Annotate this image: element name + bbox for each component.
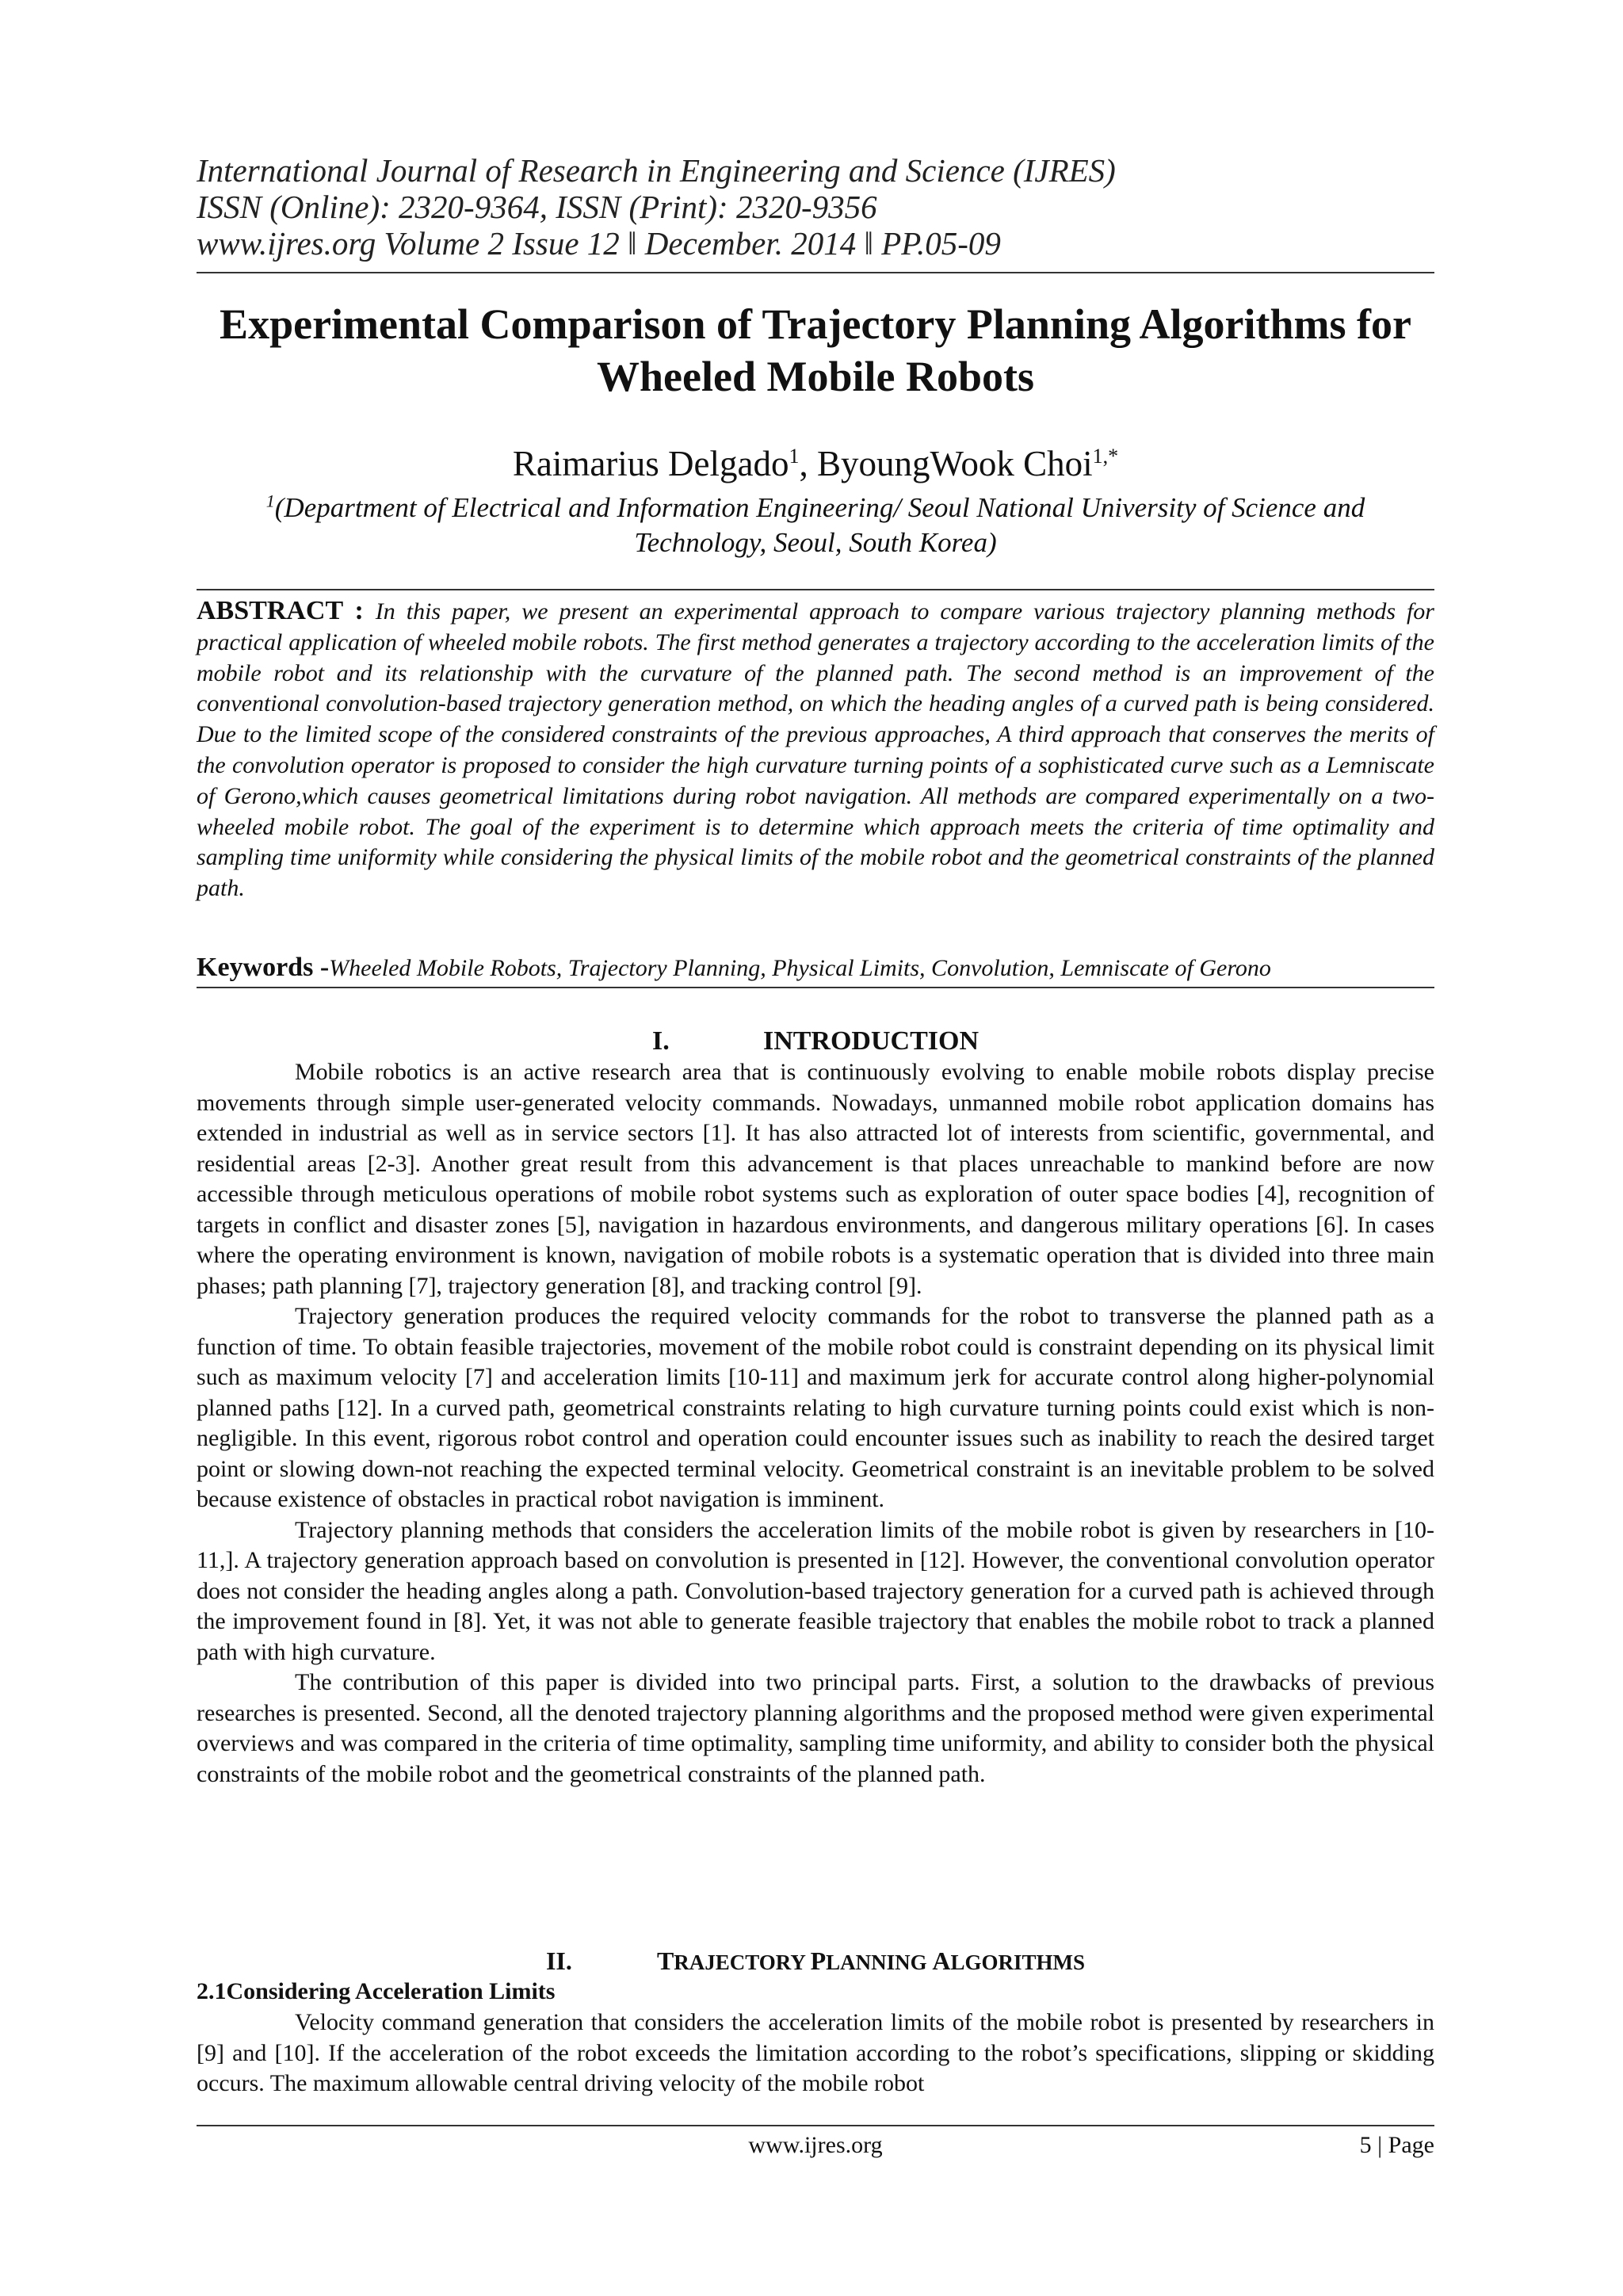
- keywords: [197, 952, 1434, 984]
- journal-volume: www.ijres.org Volume 2 Issue 12 ǁ December. 2014 ǁ PP.05-09: [197, 225, 1001, 262]
- paper-title-line-2: Wheeled Mobile Robots: [597, 353, 1034, 400]
- author-2-affiliation-mark: 1,*: [1092, 445, 1119, 468]
- abstract-top-rule: [197, 589, 1434, 590]
- paragraph: Mobile robotics is an active research area that is continuously evolving to enable mobile robots display precise movements through simple user-generated velocity commands. Nowadays, unmanned mobile robot application domains has extended in industrial as well as in service sectors [1]. It has also attracted lot of interests from scientific, governmental, and residential areas [2-3]. Another great result from this advancement is that places unreachable to mankind before are now accessible through meticulous operations of mobile robot systems such as exploration of outer space bodies [4], recognition of targets in conflict and disaster zones [5], navigation in hazardous environments, and dangerous military operations [6]. In cases where the operating environment is known, navigation of mobile robots is a systematic operation that is divided into three main phases; path planning [7], trajectory generation [8], and tracking control [9].: [197, 1059, 1434, 1299]
- abstract-label: ABSTRACT :: [197, 596, 376, 625]
- paragraph: Trajectory planning methods that considers the acceleration limits of the mobile robot is given by researchers in [10-11,]. A trajectory generation approach based on convolution is presented in [12]. However, the conventional convolution operator does not consider the heading angles along a path. Convolution-based trajectory generation for a curved path is achieved through the improvement found in [8]. Yet, it was not able to generate feasible trajectory that enables the mobile robot to track a planned path with high curvature.: [197, 1516, 1434, 1665]
- journal-issn: ISSN (Online): 2320-9364, ISSN (Print): 2320-9356: [197, 189, 877, 225]
- header-rule: [197, 272, 1434, 273]
- subsection-body: [197, 2008, 1434, 2099]
- section-title: INTRODUCTION: [762, 1026, 980, 1056]
- section-title: TRAJECTORY PLANNING ALGORITHMS: [656, 1946, 1086, 1975]
- keywords-label: Keywords -: [197, 953, 330, 982]
- section-heading-introduction: [197, 1026, 1434, 1057]
- author-2: ByoungWook Choi: [817, 444, 1093, 483]
- paragraph: Trajectory generation produces the required velocity commands for the robot to transverse the planned path as a function of time. To obtain feasible trajectories, movement of the mobile robot could is constraint depending on its physical limit such as maximum velocity [7] and acceleration limits [10-11] and maximum jerk for accurate control along higher-polynomial planned paths [12]. In a curved path, geometrical constraints relating to high curvature turning points could exist which is non- negligible. In this event, rigorous robot control and operation could encounter issues such as inability to reach the desired target point or slowing down-not reaching the expected terminal velocity. Geometrical constraint is an inevitable problem to be solved because existence of obstacles in practical robot navigation is imminent.: [197, 1303, 1434, 1512]
- paragraph: The contribution of this paper is divided into two principal parts. First, a solution to the drawbacks of previous researches is presented. Second, all the denoted trajectory planning algorithms and the proposed method were given experimental overviews and was compared in the criteria of time optimality, sampling time uniformity, and ability to consider both the physical constraints of the mobile robot and the geometrical constraints of the planned path.: [197, 1669, 1434, 1787]
- abstract: [197, 596, 1434, 904]
- introduction-body: [197, 1057, 1434, 1790]
- journal-name: International Journal of Research in Engineering and Science (IJRES): [197, 152, 1116, 189]
- abstract-text: In this paper, we present an experimental approach to compare various trajectory planning methods for practical application of wheeled mobile robots. The first method generates a trajectory according to the acceleration limits of the mobile robot and its relationship with the curvature of the planned path. The second method is an improvement of the conventional convolution-based trajectory generation method, on which the heading angles of a curved path is being considered. Due to the limited scope of the considered constraints of the previous approaches, A third approach that conserves the merits of the convolution operator is proposed to consider the high curvature turning points of a sophisticated curve such as a Lemniscate of Gerono,which causes geometrical limitations during robot navigation. All methods are compared experimentally on a two-wheeled mobile robot. The goal of the experiment is to determine which approach meets the criteria of time optimality and sampling time uniformity while considering the physical limits of the mobile robot and the geometrical constraints of the planned path.: [197, 598, 1434, 902]
- abstract-bottom-rule: [197, 987, 1434, 988]
- subsection-heading: 2.1Considering Acceleration Limits: [197, 1978, 556, 2004]
- footer-url: www.ijres.org: [748, 2132, 883, 2158]
- paper-title-line-1: Experimental Comparison of Trajectory Planning Algorithms for: [220, 300, 1411, 348]
- section-number: I.: [651, 1026, 670, 1056]
- section-heading-trajectory-planning: [197, 1945, 1434, 1978]
- author-1: Raimarius Delgado: [512, 444, 789, 483]
- page-number: 5 | Page: [1359, 2132, 1434, 2158]
- author-separator: ,: [799, 444, 817, 483]
- affiliation-text: (Department of Electrical and Information Engineering/ Seoul National University of Science and Technology, Seoul, South Korea): [274, 492, 1365, 558]
- keywords-text: Wheeled Mobile Robots, Trajectory Planning, Physical Limits, Convolution, Lemniscate of Gerono: [329, 955, 1271, 981]
- affiliation-mark: 1: [265, 491, 275, 511]
- author-1-affiliation-mark: 1: [789, 445, 800, 468]
- section-number: II.: [545, 1946, 572, 1975]
- affiliation: [197, 491, 1434, 560]
- journal-header: [197, 152, 1434, 262]
- paper-title: [197, 298, 1434, 403]
- paragraph: Velocity command generation that considers the acceleration limits of the mobile robot is presented by researchers in [9] and [10]. If the acceleration of the robot exceeds the limitation according to the robot’s specifications, slipping or skidding occurs. The maximum allowable central driving velocity of the mobile robot: [197, 2009, 1434, 2096]
- author-list: [197, 442, 1434, 485]
- footer-rule: [197, 2125, 1434, 2126]
